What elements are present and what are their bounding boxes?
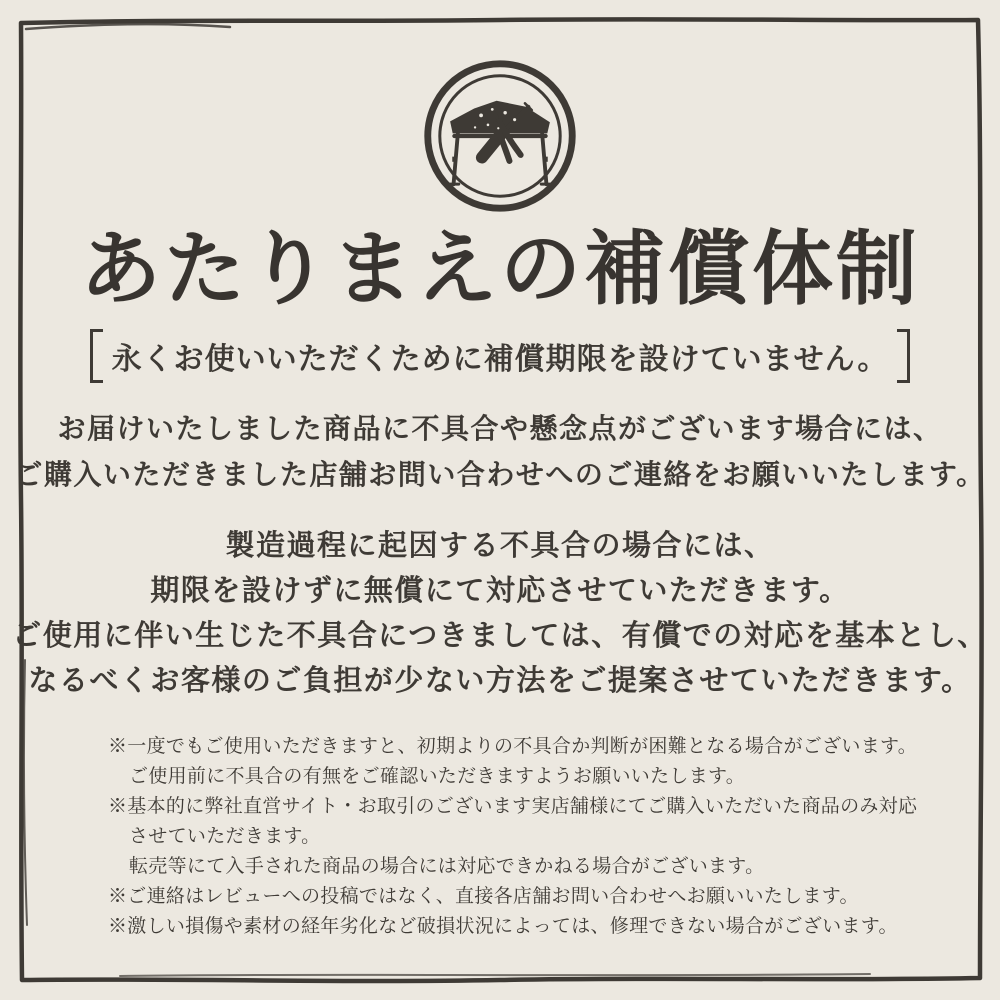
open-bracket — [90, 329, 103, 383]
brand-stamp-logo — [414, 50, 586, 222]
footnote — [108, 792, 918, 882]
canopy-tools-stamp-icon — [414, 50, 586, 222]
page-title: あたりまえの補償体制 — [79, 225, 920, 315]
close-bracket — [897, 329, 910, 383]
subtitle — [90, 329, 911, 383]
footnote-line: ご使用前に不具合の有無をご確認いただきますようお願いいたします。 — [129, 765, 746, 787]
policy-line: ご使用に伴い生じた不具合につきましては、有償での対応を基本とし、 — [12, 619, 988, 652]
policy-line: 製造過程に起因する不具合の場合には、 — [225, 529, 775, 562]
footnote — [108, 882, 892, 912]
subtitle-text: 永くお使いいただくために補償期限を設けていません。 — [111, 343, 889, 377]
intro-line: お届けいたしました商品に不具合や懸念点がございます場合には、 — [57, 414, 943, 446]
footnote-line: ※ご連絡はレビューへの投稿ではなく、直接各店舗お問い合わせへお願いいたします。 — [108, 885, 859, 907]
footnote — [108, 732, 918, 792]
intro-line: ご購入いただきました店舗お問い合わせへのご連絡をお願いいたします。 — [14, 459, 986, 491]
footnote-line: させていただきます。 — [129, 825, 321, 847]
policy-line: なるべくお客様のご負担が少ない方法をご提案させていただきます。 — [28, 664, 972, 697]
footnote-line: ※基本的に弊社直営サイト・お取引のございます実店舗様にてご購入いただいた商品のみ対応 — [108, 795, 918, 817]
footnote — [108, 912, 898, 942]
footnote-line: 転売等にて入手された商品の場合には対応できかねる場合がございます。 — [129, 855, 765, 877]
policy-line: 期限を設けずに無償にて対応させていただきます。 — [150, 574, 850, 607]
footnotes-list — [108, 732, 918, 942]
contact-instruction-paragraph — [14, 407, 985, 498]
footnote-line: ※激しい損傷や素材の経年劣化など破損状況によっては、修理できない場合がございます。 — [108, 915, 898, 937]
footnote-line: ※一度でもご使用いただきますと、初期よりの不具合か判断が困難となる場合がございます。 — [108, 735, 918, 757]
policy-paragraph — [12, 524, 987, 704]
